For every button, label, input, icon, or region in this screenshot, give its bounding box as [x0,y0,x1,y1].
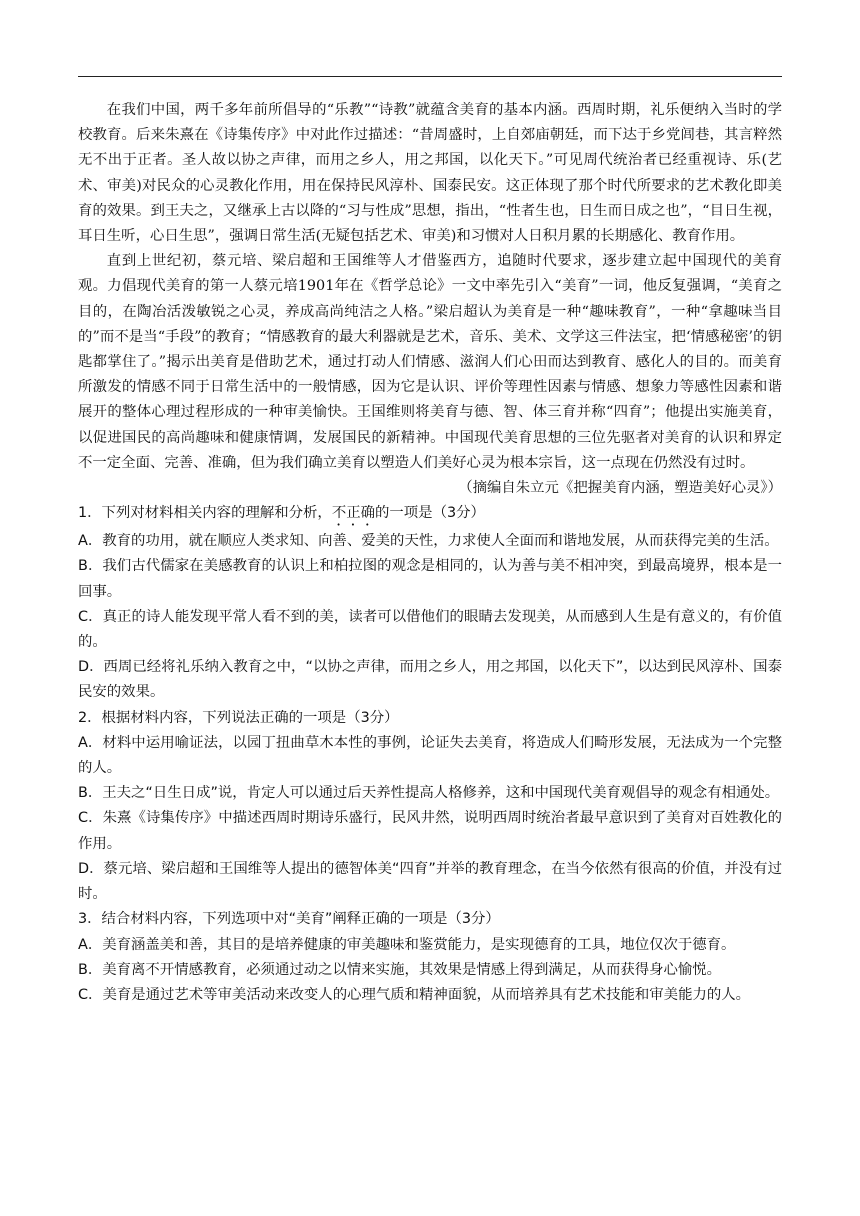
question-2-option-d: D．蔡元培、梁启超和王国维等人提出的德智体美“四育”并举的教育理念，在当今依然有很高的价值，并没有过时。 [78,860,782,903]
question-1-option-a: A．教育的功用，就在顺应人类求知、向善、爱美的天性，力求使人全面而和谐地发展，从而获得完美的生活。 [78,533,779,550]
question-1-emphasis: 不正确 [331,505,375,522]
question-3-stem: 3．结合材料内容，下列选项中对“美育”阐释正确的一项是（3分） [78,911,500,928]
question-1-option-c: C．真正的诗人能发现平常人看不到的美，读者可以借他们的眼睛去发现美，从而感到人生是有意义的，有价值的。 [78,608,782,651]
passage-paragraph-2: 直到上世纪初，蔡元培、梁启超和王国维等人才借鉴西方，追随时代要求，逐步建立起中国现代的美育观。力倡现代美育的第一人蔡元培1901年在《哲学总论》一文中率先引入“美育”一词，他反复强调，“美育之目的，在陶冶活泼敏锐之心灵，养成高尚纯洁之人格。”梁启超认为美育是一种“趣味教育”，一种“拿趣味当目的”而不是当“手段”的教育；“情感教育的最大利器就是艺术，音乐、美术、文学这三件法宝，把‘情感秘密’的钥匙都掌住了。”揭示出美育是借助艺术，通过打动人们情感、滋润人们心田而达到教育、感化人的目的。而美育所激发的情感不同于日常生活中的一般情感，因为它是认识、评价等理性因素与情感、想象力等感性因素和谐展开的整体心理过程形成的一种审美愉快。王国维则将美育与德、智、体三育并称“四育”；他提出实施美育，以促进国民的高尚趣味和健康情调，发展国民的新精神。中国现代美育思想的三位先驱者对美育的认识和界定不一定全面、完善、准确，但为我们确立美育以塑造人们美好心灵为根本宗旨，这一点现在仍然没有过时。 [78,253,782,471]
question-1-stem [78,501,782,529]
question-2-option-b: B．王夫之“日生日成”说，肯定人可以通过后天养性提高人格修养，这和中国现代美育观倡导的观念有相通处。 [78,785,780,802]
question-1-stem-text: 1．下列对材料相关内容的理解和分析， [78,505,332,522]
question-3-option-a: A．美育涵盖美和善，其目的是培养健康的审美趣味和鉴赏能力，是实现德育的工具，地位仅次于德育。 [78,936,736,953]
passage-source: （摘编自朱立元《把握美育内涵，塑造美好心灵》） [458,480,782,497]
question-3-option-c: C．美育是通过艺术等审美活动来改变人的心理气质和精神面貌，从而培养具有艺术技能和审美能力的人。 [78,986,751,1003]
question-2-stem: 2．根据材料内容，下列说法正确的一项是（3分） [78,709,399,726]
question-1-option-d: D．西周已经将礼乐纳入教育之中，“以协之声律，而用之乡人，用之邦国，以化天下”，以达到民风淳朴、国泰民安的效果。 [78,659,782,701]
question-2-option-a: A．材料中运用喻证法，以园丁扭曲草木本性的事例，论证失去美育，将造成人们畸形发展，无法成为一个完整的人。 [78,734,782,777]
passage-paragraph-1: 在我们中国，两千多年前所倡导的“乐教”“诗教”就蕴含美育的基本内涵。西周时期，礼乐便纳入当时的学校教育。后来朱熹在《诗集传序》中对此作过描述：“昔周盛时，上自郊庙朝廷，而下达于乡党闾巷，其言粹然无不出于正者。圣人故以协之声律，而用之乡人，用之邦国，以化天下。”可见周代统治者已经重视诗、乐(艺术、审美)对民众的心灵教化作用，用在保持民风淳朴、国泰民安。这正体现了那个时代所要求的艺术教化即美育的效果。到王夫之，又继承上古以降的“习与性成”思想，指出，“性者生也，日生而日成之也”，“目日生视，耳日生听，心日生思”，强调日常生活(无疑包括艺术、审美)和习惯对人日积月累的长期感化、教育作用。 [78,102,782,245]
exam-page [78,98,782,1008]
question-2-option-c: C．朱熹《诗集传序》中描述西周时期诗乐盛行，民风井然，说明西周时统治者最早意识到了美育对百姓教化的作用。 [78,810,782,852]
header-rule [78,76,782,77]
question-1-option-b: B．我们古代儒家在美感教育的认识上和柏拉图的观念是相同的，认为善与美不相冲突，到最高境界，根本是一回事。 [78,558,782,600]
question-3-option-b: B．美育离不开情感教育，必须通过动之以情来实施，其效果是情感上得到满足，从而获得身心愉悦。 [78,961,722,978]
question-1-stem-tail: 的一项是（3分） [375,505,485,522]
